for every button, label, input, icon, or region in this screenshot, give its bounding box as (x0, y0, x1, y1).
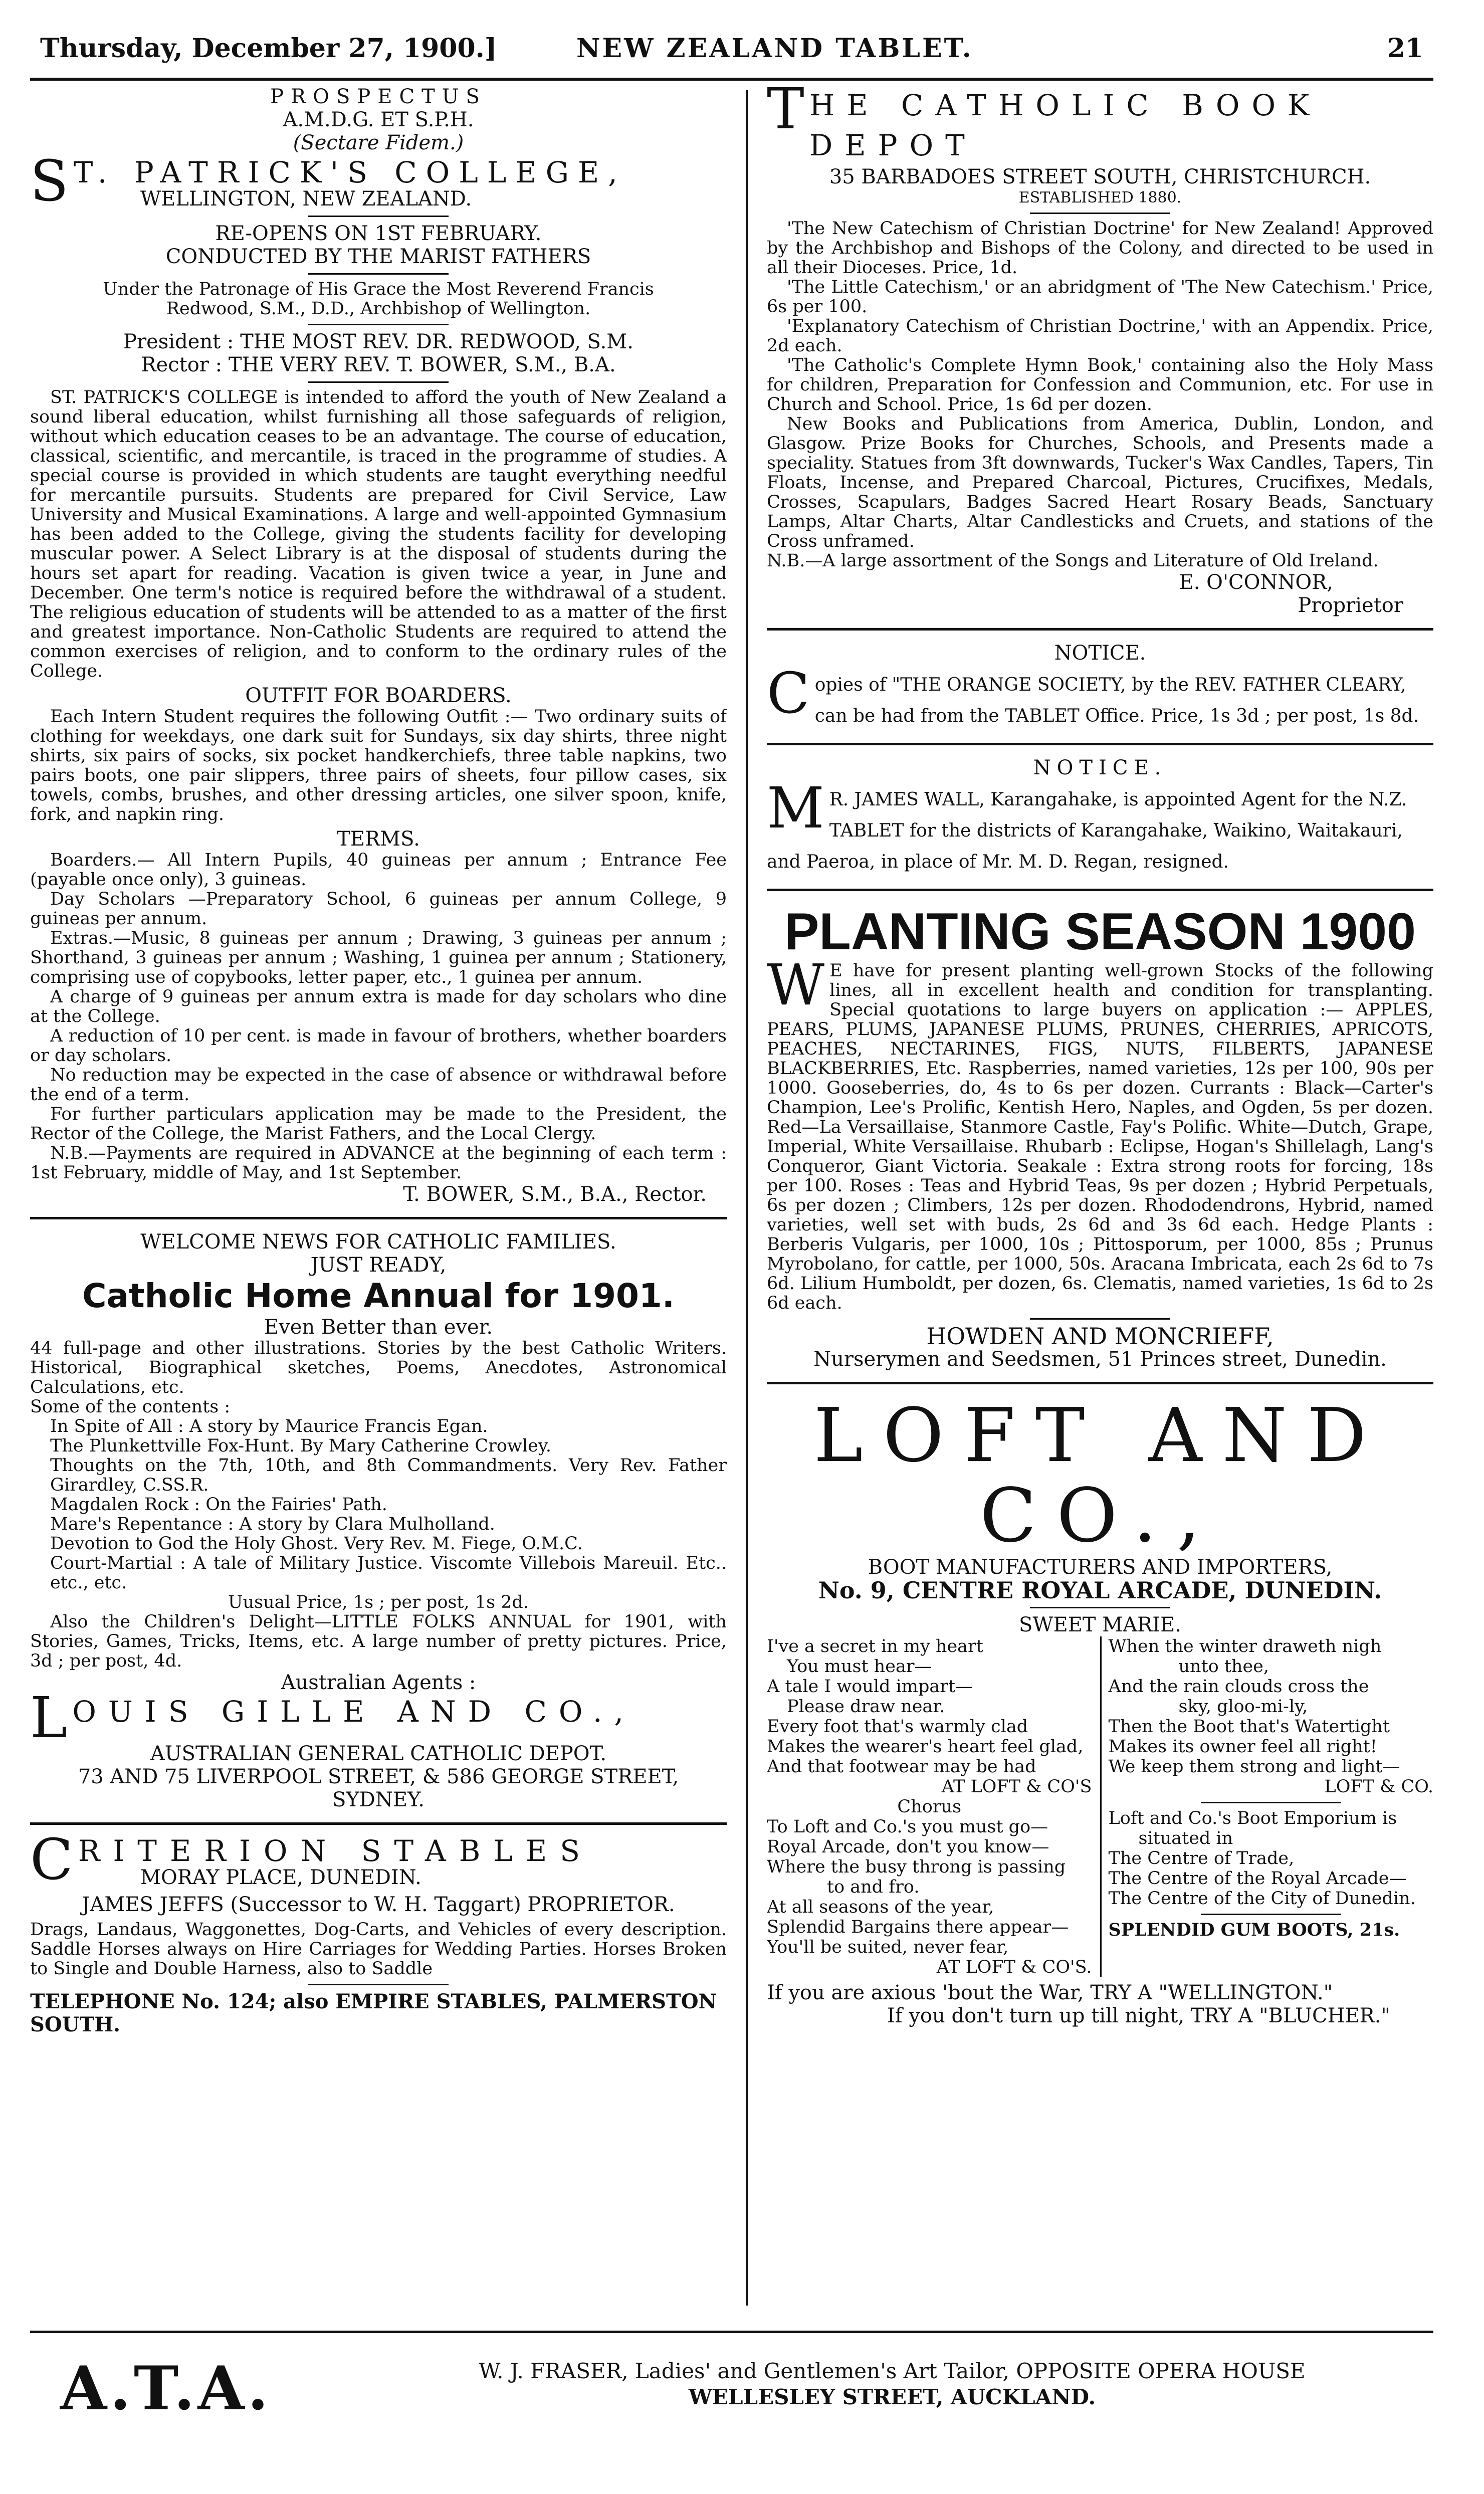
gum-boots: SPLENDID GUM BOOTS, 21s. (1108, 1920, 1400, 1940)
loft-address: No. 9, CENTRE ROYAL ARCADE, DUNEDIN. (818, 1577, 1382, 1604)
book-depot-established: ESTABLISHED 1880. (1018, 189, 1182, 206)
annual-description: 44 full-page and other illustrations. Stories by the best Catholic Writers. Historical, Biographical sketches, Poems, Anecdotes, Astronomical Calculations, etc. (30, 1338, 727, 1397)
verse-line: Every foot that's warmly clad (767, 1717, 1028, 1737)
divider (308, 324, 449, 325)
right-column (767, 85, 1433, 2321)
contents-item: Devotion to God the Holy Ghost. Very Rev. M. Fiege, O.M.C. (50, 1534, 583, 1554)
notice-body (767, 670, 1433, 732)
contents-item: Magdalen Rock : On the Fairies' Path. (50, 1495, 387, 1515)
book-item: 'The New Catechism of Christian Doctrine' for New Zealand! Approved by the Archbishop and Bishops of the Colony, and directed to be used in all their Dioceses. Price, 1d. (767, 219, 1433, 278)
verse-line: The Centre of Trade, (1108, 1848, 1295, 1868)
page-header (30, 20, 1433, 81)
verse-line: Makes its owner feel all right! (1108, 1737, 1377, 1757)
fraser-address: WELLESLEY STREET, AUCKLAND. (688, 2385, 1096, 2409)
drop-cap: L (30, 1694, 68, 1742)
drop-cap: C (767, 670, 810, 726)
book-depot-advert (767, 85, 1433, 617)
contents-item: Court-Martial : A tale of Military Justice. Viscomte Villebois Mareuil. Etc.. etc., etc. (50, 1553, 727, 1593)
college-name: T. PATRICK'S COLLEGE, (73, 157, 626, 189)
firm-description: Nurserymen and Seedsmen, 51 Princes street, Dunedin. (813, 1348, 1387, 1371)
verse-line: You must hear— (787, 1656, 932, 1677)
header-date: Thursday, December 27, 1900.] (40, 33, 497, 64)
criterion-telephone: TELEPHONE No. 124; also EMPIRE STABLES, PALMERSTON SOUTH. (30, 1990, 717, 2036)
verse-line: We keep them strong and light— (1108, 1757, 1400, 1777)
drop-cap: M (767, 784, 824, 841)
verse-line: Then the Boot that's Watertight (1108, 1717, 1390, 1737)
verse-line: The Centre of the City of Dunedin. (1108, 1889, 1416, 1909)
divider (308, 381, 449, 383)
drop-cap: T (767, 85, 804, 142)
college-advert (30, 85, 727, 1206)
college-place: WELLINGTON, NEW ZEALAND. (140, 187, 472, 211)
verse-line: And the rain clouds cross the (1108, 1677, 1369, 1697)
planting-body (767, 961, 1433, 1313)
terms-heading: TERMS. (337, 827, 420, 851)
college-signature: T. BOWER, S.M., B.A., Rector. (403, 1183, 707, 1206)
verse-line: Please draw near. (787, 1697, 945, 1717)
verse-line: The Centre of the Royal Arcade— (1108, 1868, 1407, 1889)
verse-line: AT LOFT & CO'S. (936, 1957, 1092, 1977)
section-rule (30, 1217, 727, 1219)
notice-heading: NOTICE. (1054, 642, 1146, 665)
verse-line: LOFT & CO. (1324, 1777, 1433, 1797)
war-line: If you don't turn up till night, TRY A "BLUCHER." (887, 2004, 1390, 2027)
terms-item: A charge of 9 guineas per annum extra is made for day scholars who dine at the College. (30, 987, 727, 1026)
song-verses (767, 1636, 1433, 1977)
verse-line: Royal Arcade, don't you know— (767, 1837, 1049, 1857)
gille-name: OUIS GILLE AND CO., (72, 1695, 635, 1729)
drop-cap: W (767, 961, 825, 1018)
verse-line: Splendid Bargains there appear— (767, 1917, 1069, 1937)
book-depot-title (767, 85, 1433, 165)
notice-orange-society (767, 642, 1433, 732)
drop-cap: S (30, 157, 69, 211)
book-depot-address: 35 BARBADOES STREET SOUTH, CHRISTCHURCH. (829, 165, 1371, 188)
book-item: 'The Catholic's Complete Hymn Book,' containing also the Holy Mass for children, Preparation for Confession and Communion, etc. For use in Church and School. Price, 1s 6d per dozen. (767, 355, 1433, 414)
criterion-place: MORAY PLACE, DUNEDIN. (140, 1866, 421, 1889)
terms-item: Day Scholars —Preparatory School, 6 guineas per annum College, 9 guineas per annum. (30, 889, 727, 929)
fraser-line: W. J. FRASER, Ladies' and Gentlemen's Art Tailor, OPPOSITE OPERA HOUSE (479, 2359, 1306, 2383)
header-title: NEW ZEALAND TABLET. (576, 33, 973, 64)
terms-item: Extras.—Music, 8 guineas per annum ; Drawing, 3 guineas per annum ; Shorthand, 3 guineas per annum ; Washing, 1 guinea per annum ; Stationery, comprising use of copybooks, letter paper, etc., 1 guinea per annum. (30, 928, 727, 987)
terms-item: No reduction may be expected in the case of absence or withdrawal before the end of a term. (30, 1065, 727, 1105)
terms-item: N.B.—Payments are required in ADVANCE at the beginning of each term : 1st February, middle of May, and 1st September. (30, 1143, 727, 1183)
college-motto: A.M.D.G. ET S.P.H. (283, 108, 474, 131)
loft-advert (767, 1392, 1433, 2027)
contents-item: The Plunkettville Fox-Hunt. By Mary Catherine Crowley. (50, 1436, 552, 1456)
reopen-date: RE-OPENS ON 1ST FEBRUARY. (215, 222, 542, 245)
verse-line: to and fro. (827, 1877, 920, 1897)
planting-advert (767, 902, 1433, 1371)
chorus-label: Chorus (897, 1797, 962, 1817)
college-intro: ST. PATRICK'S COLLEGE is intended to afford the youth of New Zealand a sound liberal education, whilst furnishing all those safeguards of religion, without which education ceases to be an advantage. The course of education, classical, scientific, and mercantile, is traced in the programme of studies. A special course is provided in which students are taught everything needful for mercantile pursuits. Students are prepared for Civil Service, Law University and Musical Examinations. A large and well-appointed Gymnasium has been added to the College, giving the students facility for developing muscular power. A Select Library is at the disposal of students during the hours set apart for reading. Vacation is given twice a year, in June and December. One term's notice is required before the withdrawal of a student. The religious education of students will be attended to as a matter of the first and greatest importance. Non-Catholic Students are required to attend the common exercises of religion, and to conform to the ordinary rules of the College. (30, 387, 727, 681)
depot-address: 73 AND 75 LIVERPOOL STREET, & 586 GEORGE STREET, SYDNEY. (78, 1765, 679, 1811)
children-annual: Also the Children's Delight—LITTLE FOLKS ANNUAL for 1901, with Stories, Games, Tricks, Items, etc. A large number of pretty pictures. Price, 3d ; per post, 4d. (30, 1612, 727, 1671)
terms-item: A reduction of 10 per cent. is made in favour of brothers, whether boarders or day scholars. (30, 1026, 727, 1066)
contents-item: Mare's Repentance : A story by Clara Mulholland. (50, 1514, 495, 1534)
section-rule (767, 1382, 1433, 1384)
conducted-by: CONDUCTED BY THE MARIST FATHERS (165, 245, 591, 268)
verse-right (1100, 1636, 1434, 1977)
fraser-advert (391, 2358, 1393, 2410)
criterion-advert (30, 1836, 727, 2036)
verse-line: sky, gloo-mi-ly, (1178, 1697, 1308, 1717)
terms-item: Boarders.— All Intern Pupils, 40 guineas per annum ; Entrance Fee (payable once only), 3 guineas. (30, 850, 727, 890)
war-line: If you are axious 'bout the War, TRY A "WELLINGTON." (767, 1981, 1333, 2004)
firm-name: HOWDEN AND MONCRIEFF, (926, 1323, 1274, 1350)
welcome-line: WELCOME NEWS FOR CATHOLIC FAMILIES. (140, 1230, 616, 1254)
song-title: SWEET MARIE. (1019, 1613, 1181, 1636)
outfit-heading: OUTFIT FOR BOARDERS. (245, 684, 512, 707)
page-number: 21 (1387, 33, 1423, 64)
verse-line: To Loft and Co.'s you must go— (767, 1817, 1048, 1837)
rector: Rector : THE VERY REV. T. BOWER, S.M., B.A. (141, 353, 616, 376)
divider (1030, 213, 1170, 214)
college-title (30, 157, 727, 211)
verse-line: You'll be suited, never fear, (767, 1937, 1009, 1957)
book-depot-nb: N.B.—A large assortment of the Songs and Literature of Old Ireland. (767, 551, 1379, 571)
divider (308, 1984, 449, 1985)
verse-line: At all seasons of the year, (767, 1897, 994, 1917)
ata-logo: A.T.A. (60, 2353, 272, 2424)
divider (308, 273, 449, 275)
criterion-body: Drags, Landaus, Waggonettes, Dog-Carts, and Vehicles of every description. Saddle Horses always on Hire Carriages for Wedding Parties. Horses Broken to Single and Double Harness, also to Saddle (30, 1920, 727, 1979)
divider (1201, 1914, 1341, 1915)
gille-title (30, 1694, 727, 1742)
verse-line: situated in (1138, 1828, 1233, 1848)
verse-line: When the winter draweth nigh (1108, 1636, 1382, 1656)
section-rule (767, 628, 1433, 631)
contents-label: Some of the contents : (30, 1397, 231, 1417)
divider (308, 216, 449, 217)
book-item: New Books and Publications from America, Dublin, London, and Glasgow. Prize Books for Churches, Schools, and Presents made a speciality. Statues from 3ft downwards, Tucker's Wax Candles, Tapers, Tin Floats, Incense, and Prepared Charcoal, Pictures, Crucifixes, Medals, Crosses, Scapulars, Badges Sacred Heart Rosary Beads, Sanctuary Lamps, Altar Charts, Altar Candlesticks and Cruets, and stations of the Cross unframed. (767, 414, 1433, 551)
criterion-owner: JAMES JEFFS (Successor to W. H. Taggart) PROPRIETOR. (82, 1893, 675, 1916)
proprietor-title: Proprietor (1298, 594, 1403, 617)
planting-text: E have for present planting well-grown Stocks of the following lines, all in excellent health and condition for transplanting. Special quotations to large buyers on application :— APPLES, PEARS, PLUMS, JAPANESE PLUMS, PRUNES, CHERRIES, APRICOTS, PEACHES, NECTARINES, FIGS, NUTS, FILBERTS, JAPANESE BLACKBERRIES, Etc. Raspberries, named varieties, 12s per 100, 90s per 1000. Gooseberries, do, 4s to 6s per dozen. Currants : Black—Carter's Champion, Lee's Prolific, Kentish Hero, Naples, and Ogden, 5s per dozen. Red—La Versaillaise, Stanmore Castle, Fay's Polific. White—Dutch, Grape, Imperial, White Versaillaise. Rhubarb : Eclipse, Hogan's Shillelagh, Lang's Conqueror, Giant Victoria. Seakale : Extra strong roots for forcing, 18s per 100. Roses : Teas and Hybrid Teas, 9s per dozen ; Hybrid Perpetuals, 6s per dozen ; Climbers, 12s per dozen. Rhododendrons, Hybrid, named varieties, well set with buds, 2s 6d and 3s 6d each. Hedge Plants : Berberis Vulgaris, per 1000, 10s ; Pittosporum, per 1000, 85s ; Prunus Myrobolano, for cattle, per 1000, 50s. Aracana Imbricata, each 2s 6d to 7s 6d. Lilium Humboldt, per dozen, 6s. Clematis, named varieties, 1s 6d to 2s 6d each. (767, 961, 1433, 1313)
verse-line: Where the busy throng is passing (767, 1857, 1066, 1877)
contents-item: In Spite of All : A story by Maurice Francis Egan. (50, 1416, 488, 1436)
notice-body (767, 784, 1433, 878)
divider (1030, 1318, 1170, 1320)
section-rule (767, 889, 1433, 891)
section-rule (30, 1822, 727, 1825)
book-item: 'The Little Catechism,' or an abridgment of 'The New Catechism.' Price, 6s per 100. (767, 277, 1433, 317)
column-divider (746, 90, 748, 2306)
verse-line: I've a secret in my heart (767, 1636, 983, 1656)
notice-text: R. JAMES WALL, Karangahake, is appointed Agent for the N.Z. TABLET for the districts of Karangahake, Waikino, Waitakauri, and Paeroa, in place of Mr. M. D. Regan, resigned. (767, 789, 1407, 872)
just-ready: JUST READY, (310, 1254, 447, 1277)
page-footer (30, 2331, 1433, 2463)
college-motto-latin: (Sectare Fidem.) (293, 131, 464, 154)
annual-tagline: Even Better than ever. (264, 1316, 493, 1339)
loft-title: LOFT AND CO., (813, 1392, 1387, 1559)
criterion-title (30, 1836, 727, 1889)
loft-subtitle: BOOT MANUFACTURERS AND IMPORTERS, (868, 1556, 1333, 1579)
annual-title: Catholic Home Annual for 1901. (82, 1277, 675, 1315)
verse-line: A tale I would impart— (767, 1677, 973, 1697)
divider (1030, 1607, 1170, 1608)
proprietor-name: E. O'CONNOR, (1179, 571, 1333, 594)
notice-text: opies of "THE ORANGE SOCIETY, by the REV. FATHER CLEARY, can be had from the TABLET Office. Price, 1s 3d ; per post, 1s 8d. (814, 675, 1419, 726)
annual-advert (30, 1230, 727, 1811)
book-item: 'Explanatory Catechism of Christian Doctrine,' with an Appendix. Price, 2d each. (767, 316, 1433, 356)
agents-label: Australian Agents : (281, 1671, 476, 1694)
book-depot-name: HE CATHOLIC BOOK DEPOT (809, 88, 1322, 162)
criterion-name: RITERION STABLES (78, 1836, 593, 1868)
divider (1201, 1802, 1341, 1803)
verse-line: And that footwear may be had (767, 1757, 1036, 1777)
section-rule (767, 743, 1433, 745)
drop-cap: C (30, 1836, 73, 1889)
verse-line: AT LOFT & CO'S (941, 1777, 1092, 1797)
prospectus-heading: PROSPECTUS (270, 85, 487, 108)
verse-line: Loft and Co.'s Boot Emporium is (1108, 1808, 1397, 1828)
president: President : THE MOST REV. DR. REDWOOD, S.M. (123, 330, 633, 353)
terms-item: For further particulars application may be made to the President, the Rector of the College, the Marist Fathers, and the Local Clergy. (30, 1104, 727, 1144)
notice-heading: NOTICE. (1033, 756, 1167, 779)
patronage: Under the Patronage of His Grace the Most Reverend Francis Redwood, S.M., D.D., Archbishop of Wellington. (103, 279, 654, 319)
annual-price: Uusual Price, 1s ; per post, 1s 2d. (228, 1592, 529, 1612)
verse-line: Makes the wearer's heart feel glad, (767, 1737, 1084, 1757)
verse-left (767, 1636, 1092, 1977)
verse-line: unto thee, (1178, 1656, 1269, 1677)
left-column (30, 85, 727, 2321)
notice-agent (767, 756, 1433, 878)
catholic-depot: AUSTRALIAN GENERAL CATHOLIC DEPOT. (150, 1742, 607, 1765)
contents-item: Thoughts on the 7th, 10th, and 8th Commandments. Very Rev. Father Girardley, C.SS.R. (50, 1456, 727, 1495)
planting-title: PLANTING SEASON 1900 (784, 903, 1416, 961)
outfit-text: Each Intern Student requires the following Outfit :— Two ordinary suits of clothing for weekdays, one dark suit for Sundays, six day shirts, three night shirts, six pairs of socks, six pocket handkerchiefs, three table napkins, two pairs boots, one pair slippers, three pairs of sheets, four pillow cases, six towels, combs, brushes, and other dressing articles, one silver spoon, knife, fork, and napkin ring. (30, 707, 727, 824)
